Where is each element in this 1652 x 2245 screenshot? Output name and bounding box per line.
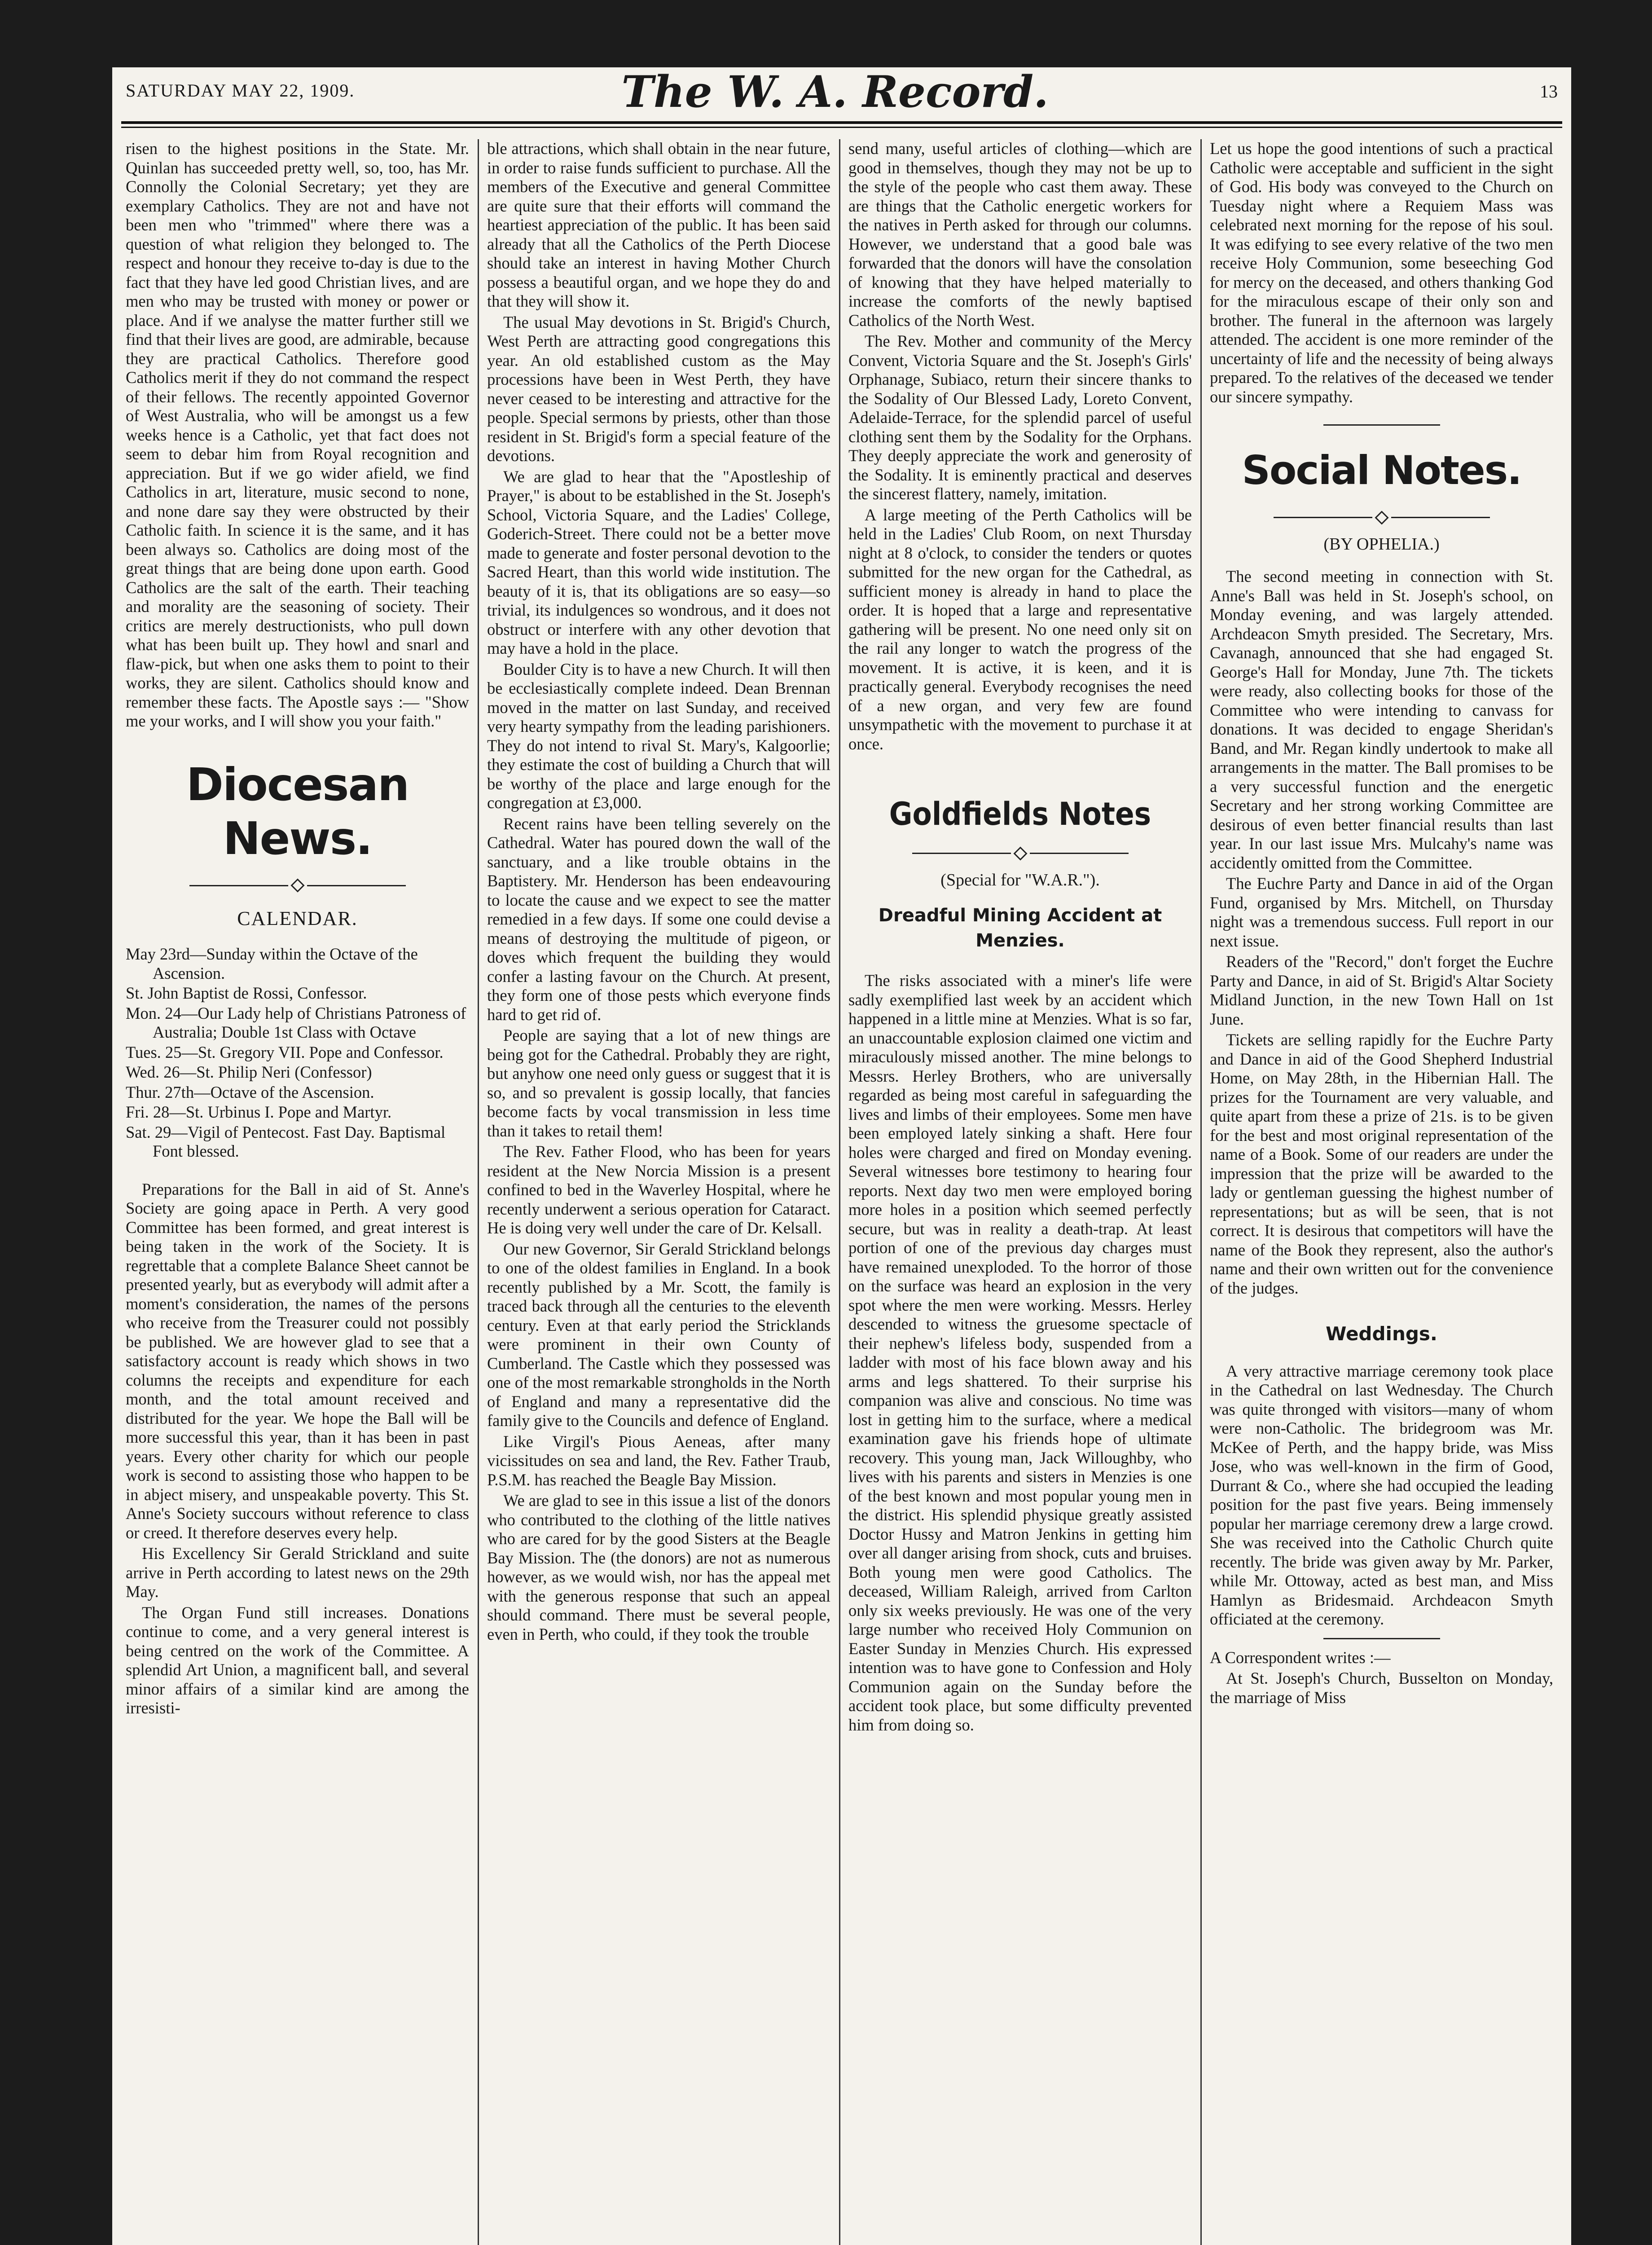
calendar-list: [126, 945, 469, 1161]
accident-heading: Dreadful Mining Accident at Menzies.: [878, 905, 1162, 951]
newspaper-page: [112, 67, 1571, 2245]
column-divider: [839, 139, 840, 2245]
goldfields-notes-heading: Goldfields Notes: [889, 796, 1151, 832]
calendar-entry: Tues. 25—St. Gregory VII. Pope and Confessor.: [126, 1043, 444, 1061]
column-4: [1210, 139, 1553, 2245]
article-paragraph: A large meeting of the Perth Catholics will be held in the Ladies' Club Room, on next Thursday night at 8 o'clock, to consider the tenders or quotes submitted for the new organ for the Cathedral, as sufficient money is already in hand to place the order. It is hoped that a large and representative gathering will be present. No one need only sit on the rail any longer to watch the progress of the movement. It is active, it is keen, and it is practically general. Everybody recognises the need of a new organ, and very few are found unsympathetic with the movement to purchase it at once.: [848, 505, 1192, 753]
calendar-entry: May 23rd—Sunday within the Octave of the Ascension.: [126, 945, 418, 982]
masthead-rule-thin: [121, 127, 1562, 128]
article-paragraph: The risks associated with a miner's life were sadly exemplified last week by an accident which happened in a little mine at Menzies. What is so far, an unaccountable explosion claimed one victim and miraculously missed another. The mine belongs to Messrs. Herley Brothers, who are universally regarded as being most careful in safeguarding the lives and limbs of their employees. Some men have been employed lately sinking a shaft. Here four holes were charged and fired on Monday evening. Several witnesses bore testimony to hearing four reports. Next day two men were employed boring more holes in a position which seemed perfectly secure, but was in reality a death-trap. At least portion of one of the previous day charges must have remained unexploded. To the horror of those on the surface was heard an explosion in the very spot where the men were working. Messrs. Herley descended to witness the gruesome spectacle of their nephew's lifeless body, suspended from a ladder with most of his face blown away and his arms and legs shattered. To their surprise his companion was alive and conscious. No time was lost in getting him to the surface, where a medical examination gave his friends hope of ultimate recovery. This young man, Jack Willoughby, who lives with his parents and sisters in Menzies is one of the best known and most popular young men in the district. His splendid physique greatly assisted Doctor Hussy and Matron Jenkins in getting him over all danger arising from shock, cuts and bruises. Both young men were good Catholics. The deceased, William Raleigh, arrived from Carlton only six weeks previously. He was one of the very large number who received Holy Communion on Easter Sunday in Menzies Church. His expressed intention was to have gone to Confession and Holy Communion again on the Sunday before the accident took place, but some difficulty prevented him from doing so.: [848, 971, 1192, 1734]
article-paragraph: send many, useful articles of clothing—which are good in themselves, though they may not be up to the style of the people who cast them away. These are things that the Catholic energetic workers for the natives in Perth asked for through our columns. However, we understand that a good bale was forwarded that the donors will have the consolation of knowing that they have helped materially to increase the comforts of the newly baptised Catholics of the North West.: [848, 139, 1192, 330]
article-paragraph: We are glad to see in this issue a list of the donors who contributed to the clothing of the little natives who are cared for by the good Sisters at the Beagle Bay Mission. The (the donors) are not as numerous however, as we would wish, nor has the appeal met with the generous response that such an appeal should command. There must be several people, even in Perth, who could, if they took the trouble: [487, 1491, 830, 1643]
article-paragraph: Like Virgil's Pious Aeneas, after many vicissitudes on sea and land, the Rev. Father Traub, P.S.M. has reached the Beagle Bay Mission.: [487, 1432, 830, 1489]
diocesan-news-heading: Diocesan News.: [186, 758, 409, 865]
column-divider: [1200, 139, 1202, 2245]
article-paragraph: The second meeting in connection with St. Anne's Ball was held in St. Joseph's school, on Monday evening, and was largely attended. Archdeacon Smyth presided. The Secretary, Mrs. Cavanagh, announced that she had engaged St. George's Hall for Monday, June 7th. The tickets were ready, also collecting books for those of the Committee who were intending to canvass for donations. It was decided to engage Sheridan's Band, and Mr. Regan kindly undertook to make all arrangements in the matter. The Ball promises to be a very successful function and the energetic Secretary and her strong working Committee are desirous of even better financial results than last year. In our last issue Mrs. Mulcahy's name was accidently omitted from the Committee.: [1210, 567, 1553, 872]
article-paragraph: A very attractive marriage ceremony took place in the Cathedral on last Wednesday. The Church was quite thronged with visitors—many of whom were non-Catholic. The bridegroom was Mr. McKee of Perth, and the happy bride, was Miss Jose, who was well-known in the firm of Good, Durrant & Co., where she had occupied the leading position for the past five years. Being immensely popular her marriage ceremony drew a large crowd. She was received into the Catholic Church quite recently. The bride was given away by Mr. Parker, while Mr. Ottoway, acted as best man, and Miss Hamlyn as Bridesmaid. Archdeacon Smyth officiated at the ceremony.: [1210, 1361, 1553, 1628]
column-3: [848, 139, 1192, 2245]
weddings-heading: Weddings.: [1326, 1323, 1437, 1345]
column-2: [487, 139, 830, 2245]
article-paragraph: People are saying that a lot of new things are being got for the Cathedral. Probably they are right, but anyhow one need only guess or suggest that it is so, and so prevalent is gossip locally, that fancies become facts by vocal transmission in less time than it takes to retail them!: [487, 1026, 830, 1140]
social-byline: (BY OPHELIA.): [1323, 534, 1440, 554]
article-paragraph: risen to the highest positions in the State. Mr. Quinlan has succeeded pretty well, so, too, has Mr. Connolly the Colonial Secretary; yet they are exemplary Catholics. They are not and have not been men who "trimmed" where there was a question of what religion they belonged to. The respect and honour they receive to-day is due to the fact that they have led good Christian lives, and are men who may be trusted with money or power or place. And if we analyse the matter further still we find that their lives are good, are admirable, because they are practical Catholics. Therefore good Catholics merit if they do not command the respect of their fellows. The recently appointed Governor of West Australia, who will be amongst us a few weeks hence is a Catholic, yet that fact does not seem to debar him from Royal recognition and appreciation. But if we go wider afield, we find Catholics in art, literature, music second to none, and none dare say they were obstructed by their Catholic faith. In science it is the same, and it has been always so. Catholics are doing most of the great things that are being done upon earth. Good Catholics are the salt of the earth. Their teaching and morality are the seasoning of society. Their critics are merely destructionists, who pull down what has been built up. They howl and snarl and flaw-pick, but when one asks them to point to their works, they are silent. Catholics should know and remember these facts. The Apostle says :— "Show me your works, and I will show you your faith.": [126, 139, 469, 730]
calendar-heading: CALENDAR.: [237, 907, 358, 929]
article-paragraph: Readers of the "Record," don't forget the Euchre Party and Dance, in aid of St. Brigid's Altar Society Midland Junction, in the new Town Hall on 1st June.: [1210, 952, 1553, 1028]
calendar-entry: Mon. 24—Our Lady help of Christians Patroness of Australia; Double 1st Class with Octave: [126, 1004, 466, 1041]
article-paragraph: The usual May devotions in St. Brigid's Church, West Perth are attracting good congregations this year. An old established custom as the May processions have been in West Perth, they have never ceased to be interesting and attractive for the people. Special sermons by priests, other than those resident in St. Brigid's form a special feature of the devotions.: [487, 313, 830, 465]
ornament-divider: [1210, 506, 1553, 526]
article-paragraph: At St. Joseph's Church, Busselton on Monday, the marriage of Miss: [1210, 1669, 1553, 1707]
article-paragraph: Boulder City is to have a new Church. It will then be ecclesiastically complete indeed. Dean Brennan moved in the matter on last Sunday, and received very hearty sympathy from the leading parishioners. They do not intend to rival St. Mary's, Kalgoorlie; they estimate the cost of building a Church that will be worthy of the place and large enough for the congregation at £3,000.: [487, 660, 830, 812]
masthead: [112, 67, 1571, 121]
calendar-entry: Thur. 27th—Octave of the Ascension.: [126, 1083, 374, 1101]
article-paragraph: Recent rains have been telling severely on the Cathedral. Water has poured down the wall of the sanctuary, and a like trouble obtains in the Baptistery. Mr. Henderson has been endeavouring to locate the cause and we expect to see the matter remedied in a few days. If some one could devise a means of destroying the multitude of pigeon, or doves which frequent the building they would confer a lasting favour on the Church. At present, they form one of those pests which everyone finds hard to get rid of.: [487, 814, 830, 1024]
article-paragraph: ble attractions, which shall obtain in the near future, in order to raise funds sufficient to purchase. All the members of the Executive and general Committee are quite sure that their efforts will command the heartiest appreciation of the public. It has been said already that all the Catholics of the Perth Diocese should take an interest in having Mother Church possess a beautiful organ, and we hope they do and that they will show it.: [487, 139, 830, 310]
ornament-divider: [126, 875, 469, 894]
social-notes-heading: Social Notes.: [1242, 447, 1521, 493]
page-number: 13: [1540, 81, 1558, 101]
correspondent-line: A Correspondent writes :—: [1210, 1648, 1391, 1667]
calendar-entry: Sat. 29—Vigil of Pentecost. Fast Day. Baptismal Font blessed.: [126, 1122, 446, 1160]
article-paragraph: Preparations for the Ball in aid of St. Anne's Society are going apace in Perth. A very good Committee has been formed, and great interest is being taken in the work of the Society. It is regrettable that a complete Balance Sheet cannot be presented yearly, but as everybody will admit after a moment's consideration, the names of the persons who receive from the Treasurer could not possibly be published. We are however glad to see that a satisfactory account is ready which shows in two columns the receipts and expenditure for each month, and the total amount received and distributed for the year. We hope the Ball will be more successful this year, than it has been in past years. Every other charity for which our people work is second to assisting those who happen to be in abject misery, and unspeakable poverty. This St. Anne's Society succours without reference to class or creed. It therefore deserves every help.: [126, 1180, 469, 1542]
article-paragraph: We are glad to hear that the "Apostleship of Prayer," is about to be established in the St. Joseph's School, Victoria Square, and the Ladies' College, Goderich-Street. There could not be a better move made to generate and foster personal devotion to the Sacred Heart, than this world wide institution. The beauty of it is, that its obligations are so easy—so trivial, its indulgences so wondrous, and it does not obstruct or interfere with any other devotion that may have a hold in the place.: [487, 467, 830, 657]
article-paragraph: The Euchre Party and Dance in aid of the Organ Fund, organised by Mrs. Mitchell, on Thursday night was a tremendous success. Full report in our next issue.: [1210, 874, 1553, 950]
calendar-entry: St. John Baptist de Rossi, Confessor.: [126, 984, 367, 1002]
section-rule: [1323, 424, 1440, 426]
column-divider: [478, 139, 479, 2245]
masthead-rule: [121, 121, 1562, 124]
column-1: [126, 139, 469, 2245]
article-paragraph: Let us hope the good intentions of such a practical Catholic were acceptable and sufficient in the sight of God. His body was conveyed to the Church on Tuesday night where a Requiem Mass was celebrated next morning for the repose of his soul. It was edifying to see every relative of the two men receive Holy Communion, some beseeching God for mercy on the deceased, and others thanking God for the miraculous escape of their only son and brother. The funeral in the afternoon was largely attended. The accident is one more reminder of the uncertainty of life and the necessity of being always prepared. To the relatives of the deceased we tender our sincere sympathy.: [1210, 139, 1553, 406]
article-paragraph: The Rev. Mother and community of the Mercy Convent, Victoria Square and the St. Joseph's Girls' Orphanage, Subiaco, return their sincere thanks to the Sodality of Our Blessed Lady, Loreto Convent, Adelaide-Terrace, for the splendid parcel of useful clothing sent them by the Sodality for the Orphans. They deeply appreciate the work and generosity of the Sodality. It is eminently practical and deserves the sincerest flattery, namely, imitation.: [848, 332, 1192, 503]
special-byline: (Special for "W.A.R.").: [940, 870, 1100, 889]
calendar-entry: Fri. 28—St. Urbinus I. Pope and Martyr.: [126, 1103, 392, 1121]
newspaper-title: The W. A. Record.: [621, 66, 1049, 117]
article-paragraph: Our new Governor, Sir Gerald Strickland belongs to one of the oldest families in England. In a book recently published by a Mr. Scott, the family is traced back through all the centuries to the eleventh century. Even at that early period the Stricklands were prominent in their own County of Cumberland. The Castle which they possessed was one of the most remarkable strongholds in the North of England and many a representative did the family give to the Councils and defence of England.: [487, 1239, 830, 1430]
article-paragraph: The Organ Fund still increases. Donations continue to come, and a very general interest is being centred on the work of the Committee. A splendid Art Union, a magnificent ball, and several minor affairs of a similar kind are among the irresisti-: [126, 1603, 469, 1717]
section-rule: [1323, 1638, 1440, 1639]
article-paragraph: His Excellency Sir Gerald Strickland and suite arrive in Perth according to latest news on the 29th May.: [126, 1544, 469, 1601]
calendar-entry: Wed. 26—St. Philip Neri (Confessor): [126, 1063, 372, 1081]
article-paragraph: The Rev. Father Flood, who has been for years resident at the New Norcia Mission is a present confined to bed in the Waverley Hospital, where he recently underwent a serious operation for Cataract. He is doing very well under the care of Dr. Kelsall.: [487, 1142, 830, 1237]
ornament-divider: [848, 842, 1192, 862]
issue-date: SATURDAY MAY 22, 1909.: [126, 80, 355, 101]
article-paragraph: Tickets are selling rapidly for the Euchre Party and Dance in aid of the Good Shepherd Industrial Home, on May 28th, in the Hibernian Hall. The prizes for the Tournament are very valuable, and quite apart from these a prize of 21s. is to be given for the best and most original representation of the name of a Book. Some of our readers are under the impression that the prize will be awarded to the lady or gentleman guessing the highest number of representations; but as will be seen, that is not correct. It is desirous that competitors will have the name of the Book they represent, also the author's name and their own written out for the convenience of the judges.: [1210, 1030, 1553, 1297]
